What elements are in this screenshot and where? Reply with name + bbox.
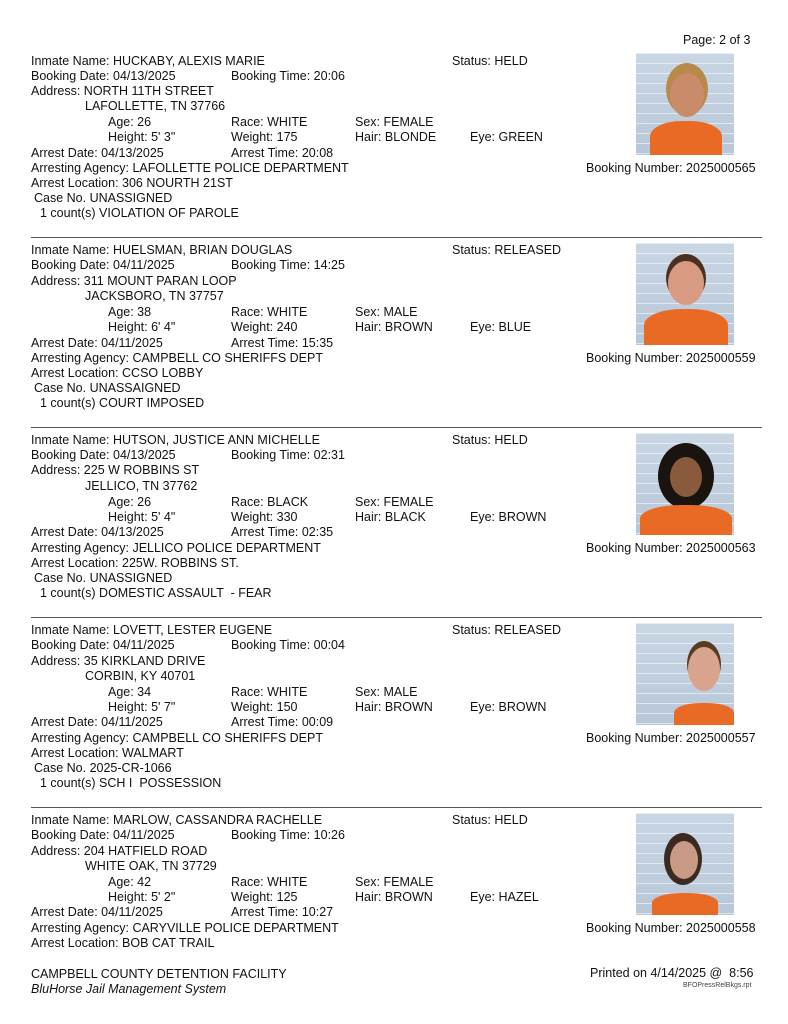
booking-time: Booking Time: 02:31 <box>231 448 345 462</box>
case-number: Case No. 2025-CR-1066 <box>34 761 172 775</box>
eye: Eye: BROWN <box>470 700 547 714</box>
hair: Hair: BROWN <box>355 320 433 334</box>
height: Height: 6' 4" <box>108 320 176 334</box>
booking-date: Booking Date: 04/11/2025 <box>31 258 175 272</box>
case-number: Case No. UNASSAIGNED <box>34 381 181 395</box>
eye: Eye: BLUE <box>470 320 532 334</box>
arrest-location: Arrest Location: BOB CAT TRAIL <box>31 936 215 950</box>
arrest-location: Arrest Location: 306 NOURTH 21ST <box>31 176 233 190</box>
age: Age: 42 <box>108 875 152 889</box>
booking-number: Booking Number: 2025000563 <box>586 541 756 555</box>
arrest-date: Arrest Date: 04/11/2025 <box>31 905 163 919</box>
booking-date: Booking Date: 04/13/2025 <box>31 448 176 462</box>
case-number: Case No. UNASSIGNED <box>34 191 173 205</box>
weight: Weight: 330 <box>231 510 298 524</box>
booking-number: Booking Number: 2025000559 <box>586 351 756 365</box>
race: Race: WHITE <box>231 115 308 129</box>
height: Height: 5' 2" <box>108 890 176 904</box>
inmate-status: Status: HELD <box>452 813 528 827</box>
weight: Weight: 150 <box>231 700 298 714</box>
hair: Hair: BROWN <box>355 890 433 904</box>
charge: 1 count(s) COURT IMPOSED <box>40 396 205 410</box>
age: Age: 26 <box>108 115 152 129</box>
address-city: JELLICO, TN 37762 <box>85 479 198 493</box>
age: Age: 34 <box>108 685 152 699</box>
age: Age: 26 <box>108 495 152 509</box>
charge: 1 count(s) DOMESTIC ASSAULT - FEAR <box>40 586 272 600</box>
eye: Eye: BROWN <box>470 510 547 524</box>
race: Race: WHITE <box>231 305 308 319</box>
race: Race: BLACK <box>231 495 309 509</box>
eye: Eye: GREEN <box>470 130 543 144</box>
inmate-name: Inmate Name: HUELSMAN, BRIAN DOUGLAS <box>31 243 293 257</box>
mugshot-photo <box>636 243 734 345</box>
arrest-time: Arrest Time: 00:09 <box>231 715 334 729</box>
inmate-status: Status: RELEASED <box>452 243 562 257</box>
height: Height: 5' 7" <box>108 700 176 714</box>
system-name: BluHorse Jail Management System <box>31 982 227 996</box>
sex: Sex: FEMALE <box>355 115 434 129</box>
arresting-agency: Arresting Agency: CAMPBELL CO SHERIFFS DEPT <box>31 351 323 365</box>
record-divider <box>31 237 762 238</box>
arrest-time: Arrest Time: 20:08 <box>231 146 334 160</box>
address-city: LAFOLLETTE, TN 37766 <box>85 99 226 113</box>
arrest-date: Arrest Date: 04/11/2025 <box>31 715 163 729</box>
race: Race: WHITE <box>231 685 308 699</box>
weight: Weight: 175 <box>231 130 298 144</box>
sex: Sex: FEMALE <box>355 495 434 509</box>
height: Height: 5' 3" <box>108 130 176 144</box>
booking-number: Booking Number: 2025000558 <box>586 921 756 935</box>
report-id: BFOPressRelBkgs.rpt <box>683 982 752 989</box>
mugshot-photo <box>636 813 734 915</box>
booking-date: Booking Date: 04/13/2025 <box>31 69 176 83</box>
weight: Weight: 125 <box>231 890 298 904</box>
record-divider <box>31 807 762 808</box>
arresting-agency: Arresting Agency: CAMPBELL CO SHERIFFS DEPT <box>31 731 323 745</box>
age: Age: 38 <box>108 305 152 319</box>
booking-date: Booking Date: 04/11/2025 <box>31 638 175 652</box>
arrest-location: Arrest Location: 225W. ROBBINS ST. <box>31 556 239 570</box>
sex: Sex: MALE <box>355 305 418 319</box>
arrest-time: Arrest Time: 10:27 <box>231 905 334 919</box>
arrest-location: Arrest Location: CCSO LOBBY <box>31 366 204 380</box>
mugshot-photo <box>636 433 734 535</box>
inmate-name: Inmate Name: HUTSON, JUSTICE ANN MICHELLE <box>31 433 320 447</box>
booking-time: Booking Time: 20:06 <box>231 69 345 83</box>
inmate-status: Status: RELEASED <box>452 623 562 637</box>
mugshot-photo <box>636 623 734 725</box>
address-line: Address: 225 W ROBBINS ST <box>31 463 200 477</box>
inmate-name: Inmate Name: HUCKABY, ALEXIS MARIE <box>31 54 265 68</box>
inmate-name: Inmate Name: MARLOW, CASSANDRA RACHELLE <box>31 813 323 827</box>
address-line: Address: 311 MOUNT PARAN LOOP <box>31 274 237 288</box>
arresting-agency: Arresting Agency: CARYVILLE POLICE DEPARTMENT <box>31 921 339 935</box>
hair: Hair: BLONDE <box>355 130 437 144</box>
eye: Eye: HAZEL <box>470 890 539 904</box>
address-line: Address: 35 KIRKLAND DRIVE <box>31 654 206 668</box>
charge: 1 count(s) SCH I POSSESSION <box>40 776 222 790</box>
sex: Sex: MALE <box>355 685 418 699</box>
booking-date: Booking Date: 04/11/2025 <box>31 828 175 842</box>
height: Height: 5' 4" <box>108 510 176 524</box>
arrest-date: Arrest Date: 04/13/2025 <box>31 525 164 539</box>
booking-number: Booking Number: 2025000557 <box>586 731 756 745</box>
inmate-status: Status: HELD <box>452 54 528 68</box>
booking-time: Booking Time: 10:26 <box>231 828 345 842</box>
printed-timestamp: Printed on 4/14/2025 @ 8:56 <box>590 966 754 980</box>
arresting-agency: Arresting Agency: LAFOLLETTE POLICE DEPARTMENT <box>31 161 349 175</box>
address-city: WHITE OAK, TN 37729 <box>85 859 217 873</box>
address-city: CORBIN, KY 40701 <box>85 669 196 683</box>
booking-time: Booking Time: 00:04 <box>231 638 345 652</box>
mugshot-photo <box>636 53 734 155</box>
weight: Weight: 240 <box>231 320 298 334</box>
arrest-date: Arrest Date: 04/13/2025 <box>31 146 164 160</box>
address-line: Address: 204 HATFIELD ROAD <box>31 844 208 858</box>
address-line: Address: NORTH 11TH STREET <box>31 84 214 98</box>
charge: 1 count(s) VIOLATION OF PAROLE <box>40 206 239 220</box>
booking-number: Booking Number: 2025000565 <box>586 161 756 175</box>
inmate-name: Inmate Name: LOVETT, LESTER EUGENE <box>31 623 273 637</box>
record-divider <box>31 617 762 618</box>
address-city: JACKSBORO, TN 37757 <box>85 289 224 303</box>
case-number: Case No. UNASSIGNED <box>34 571 173 585</box>
record-divider <box>31 427 762 428</box>
arrest-time: Arrest Time: 15:35 <box>231 336 334 350</box>
sex: Sex: FEMALE <box>355 875 434 889</box>
facility-name: CAMPBELL COUNTY DETENTION FACILITY <box>31 967 287 981</box>
inmate-status: Status: HELD <box>452 433 528 447</box>
page-number: Page: 2 of 3 <box>683 33 751 47</box>
hair: Hair: BLACK <box>355 510 426 524</box>
arrest-date: Arrest Date: 04/11/2025 <box>31 336 163 350</box>
arresting-agency: Arresting Agency: JELLICO POLICE DEPARTMENT <box>31 541 321 555</box>
booking-time: Booking Time: 14:25 <box>231 258 345 272</box>
race: Race: WHITE <box>231 875 308 889</box>
arrest-location: Arrest Location: WALMART <box>31 746 184 760</box>
hair: Hair: BROWN <box>355 700 433 714</box>
arrest-time: Arrest Time: 02:35 <box>231 525 334 539</box>
